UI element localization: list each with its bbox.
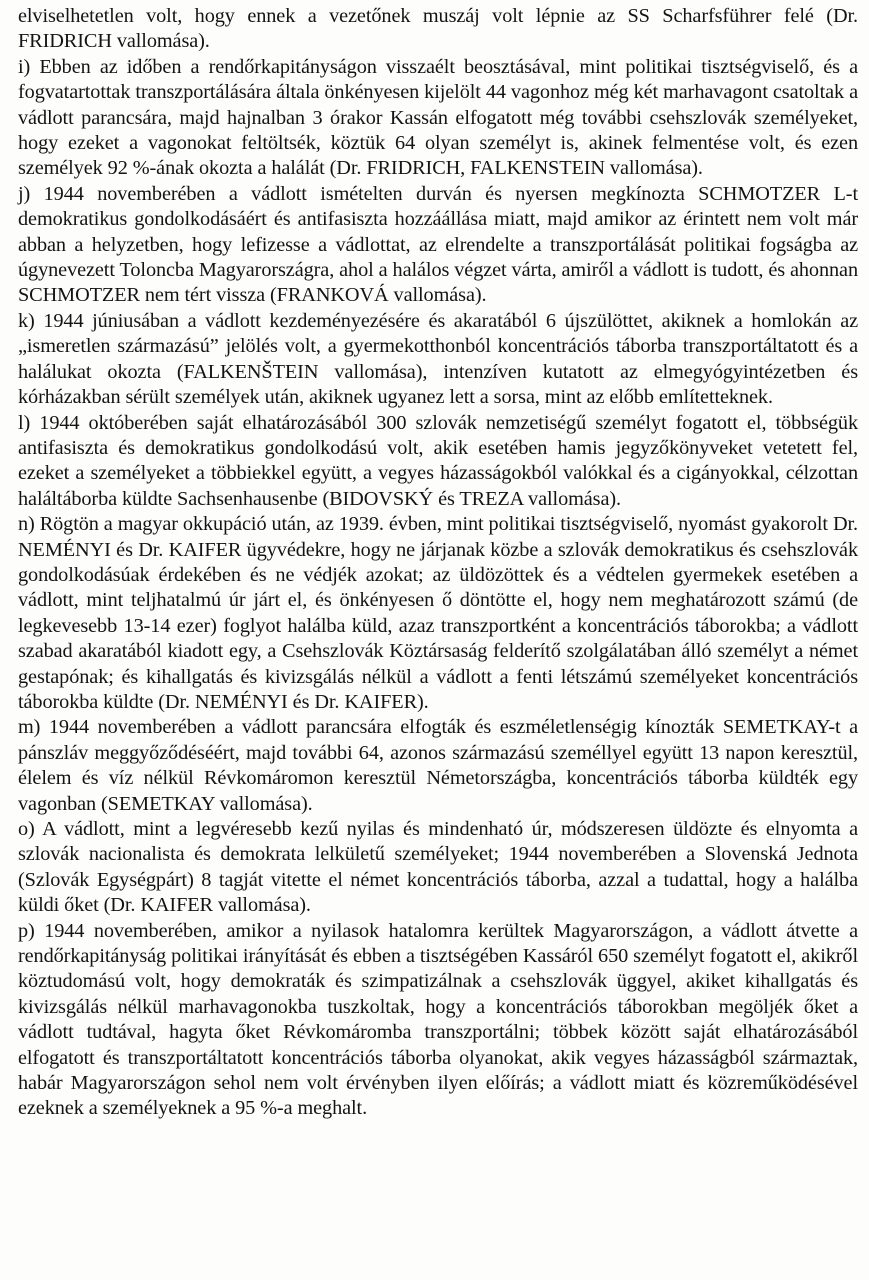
paragraph-o: o) A vádlott, mint a legvéresebb kezű nyilas és mindenható úr, módszeresen üldözte és elnyomta a szlovák nacionalista és demokrata lelkületű személyeket; 1944 novemberében a Slovenská Jednota (Szlovák Egységpárt) 8 tagját vitette el német koncentrációs táborba, azzal a tudattal, hogy a halálba küldi őket (Dr. KAIFER vallomása). [18,818,858,917]
document-body [18,4,858,1122]
paragraph-p: p) 1944 novemberében, amikor a nyilasok hatalomra kerültek Magyarországon, a vádlott átvette a rendőrkapitányság politikai irányítását és ebben a tisztségében Kassáról 650 személyt fogatott el, akikről köztudomású volt, hogy demokraták és szimpatizálnak a csehszlovák üggyel, akiket kihallgatás és kivizsgálás nélkül marhavagonokba tuszkoltak, hogy a koncentrációs táborokban megöljék őket a vádlott tudtával, hagyta őket Révkomáromba transzportálni; többek között saját elhatározásából elfogatott és transzportáltatott koncentrációs táborba olyanokat, akik vegyes házasságból származtak, habár Magyarországon sehol nem volt érvényben ilyen előírás; a vádlott miatt és közreműködésével ezeknek a személyeknek a 95 %-a meghalt. [18,919,858,1120]
paragraph-l: l) 1944 októberében saját elhatározásából 300 szlovák nemzetiségű személyt fogatott el, többségük antifasiszta és demokratikus gondolkodású volt, akik esetében hamis jegyzőkönyveket vetetett fel, ezeket a személyeket a többiekkel együtt, a vegyes házasságokból valókkal és a cigányokkal, célzottan haláltáborba küldte Sachsenhausenbe (BIDOVSKÝ és TREZA vallomása). [18,411,858,510]
paragraph-n: n) Rögtön a magyar okkupáció után, az 1939. évben, mint politikai tisztségviselő, nyomást gyakorolt Dr. NEMÉNYI és Dr. KAIFER ügyvédekre, hogy ne járjanak közbe a szlovák demokratikus és csehszlovák gondolkodásúak érdekében és ne védjék azokat; az üldözöttek és a védtelen gyermekek esetében a vádlott, mint teljhatalmú úr járt el, és önkényesen ő döntötte el, hogy nem meghatározott számú (de legkevesebb 13-14 ezer) foglyot halálba küld, azaz transzportként a koncentrációs táborokba; a vádlott szabad akaratából kiadott egy, a Csehszlovák Köztársaság felderítő szolgálatában álló személyt a német gestapónak; és kihallgatás és kivizsgálás nélkül a vádlott a fenti létszámú személyeket koncentrációs táborokba küldte (Dr. NEMÉNYI és Dr. KAIFER). [18,513,858,713]
paragraph-continuation: elviselhetetlen volt, hogy ennek a vezetőnek muszáj volt lépnie az SS Scharfsführer felé (Dr. FRIDRICH vallomása). [18,5,858,53]
paragraph-j: j) 1944 novemberében a vádlott ismételten durván és nyersen megkínozta SCHMOTZER L-t demokratikus gondolkodásáért és antifasiszta hozzáállása miatt, majd amikor az érintett nem volt már abban a helyzetben, hogy lefizesse a vádlottat, az elrendelte a transzportálását politikai fogságba az úgynevezett Toloncba Magyarországra, ahol a halálos végzet várta, amiről a vádlott is tudott, és ahonnan SCHMOTZER nem tért vissza (FRANKOVÁ vallomása). [18,182,858,307]
paragraph-i: i) Ebben az időben a rendőrkapitányságon visszaélt beosztásával, mint politikai tisztségviselő, és a fogvatartottak transzportálására általa önkényesen kijelölt 44 vagonhoz még két marhavagont csatoltak a vádlott parancsára, majd hajnalban 3 órakor Kassán elfogatott még további csehszlovák személyeket, hogy ezeket a vagonokat feltöltsék, köztük 64 olyan személyt is, akinek felmentése volt, és ezen személyek 92 %-ának okozta a halálát (Dr. FRIDRICH, FALKENSTEIN vallomása). [18,55,858,180]
paragraph-k: k) 1944 júniusában a vádlott kezdeményezésére és akaratából 6 újszülöttet, akiknek a homlokán az „ismeretlen származású” jelölés volt, a gyermekotthonból koncentrációs táborba transzportáltatott és a halálukat okozta (FALKENŠTEIN vallomása), intenzíven kutatott az elmegyógyintézetben és kórházakban sérült személyek után, akiknek ugyanez lett a sorsa, mint az előbb említetteknek. [18,309,858,409]
paragraph-m: m) 1944 novemberében a vádlott parancsára elfogták és eszméletlenségig kínozták SEMETKAY-t a pánszláv meggyőződéséért, majd további 64, azonos származású személlyel együtt 13 napon keresztül, élelem és víz nélkül Révkomáromon keresztül Németországba, koncentrációs táborba küldték egy vagonban (SEMETKAY vallomása). [18,716,858,815]
